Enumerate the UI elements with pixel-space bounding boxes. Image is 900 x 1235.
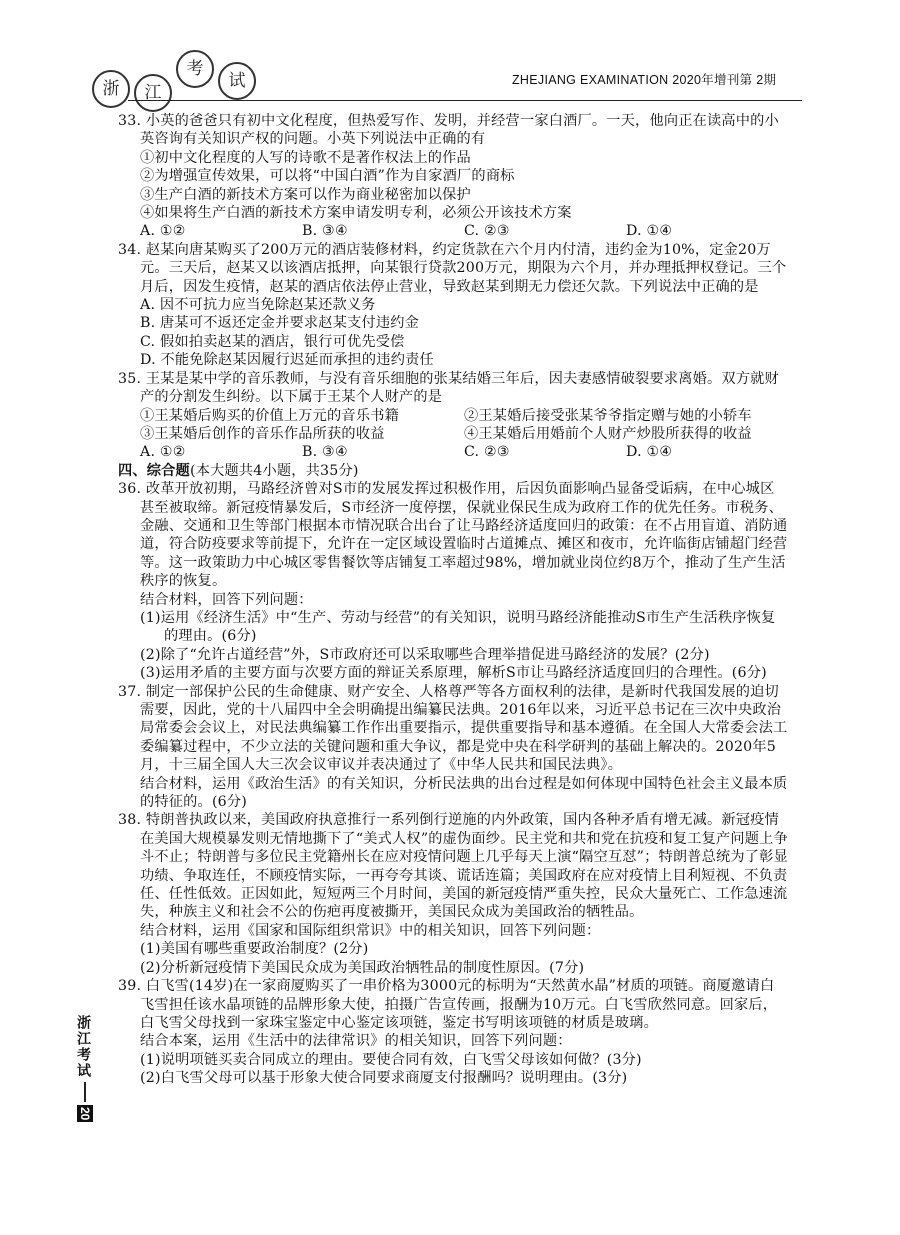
sub-question: (2)分析新冠疫情下美国民众成为美国政治牺牲品的制度性原因。(7分) [140, 959, 585, 976]
exam-content [118, 112, 788, 1088]
option-d: D. ①④ [626, 223, 673, 240]
option-c: C. ②③ [464, 444, 510, 461]
statement-item: ②王某婚后接受张某爷爷指定赠与她的小轿车 [464, 407, 752, 424]
statement-item: ④王某婚后用婚前个人财产炒股所获得的收益 [464, 425, 752, 442]
section-note: (本大题共4小题，共35分) [189, 462, 359, 479]
sub-question: (1)美国有哪些重要政治制度？(2分) [140, 941, 369, 958]
question-35 [118, 370, 788, 462]
option-a: A. ①② [140, 223, 186, 240]
question-stem: 35. 王某是某中学的音乐教师，与没有音乐细胞的张某结婚三年后，因夫妻感情破裂要求离婚。双方就财产的分割发生纠纷。以下属于王某个人财产的是 [118, 370, 779, 406]
question-33 [118, 112, 788, 241]
statement-item: ④如果将生产白酒的新技术方案申请发明专利，必须公开该技术方案 [140, 205, 572, 222]
question-38 [118, 811, 788, 977]
statement-row [118, 425, 788, 443]
statement-item: ①初中文化程度的人写的诗歌不是著作权法上的作品 [140, 149, 471, 166]
question-stem: 39. 白飞雪(14岁)在一家商厦购买了一串价格为3000元的标明为“天然黄水晶”材质的项链。商厦邀请白飞雪担任该水晶项链的品牌形象大使，拍摄广告宣传画，报酬为10万元。白飞雪欣然同意。回家后，白飞雪父母找到一家珠宝鉴定中心鉴定该项链，鉴定书写明该项链的材质是玻璃。 [118, 978, 778, 1031]
journal-title: ZHEJIANG EXAMINATION 2020年增刊第 2期 [512, 73, 777, 87]
option-b: B. 唐某可不返还定金并要求赵某支付违约金 [140, 315, 420, 332]
option-b: B. ③④ [302, 223, 348, 240]
sub-question: (2)白飞雪父母可以基于形象大使合同要求商厦支付报酬吗？说明理由。(3分) [140, 1070, 628, 1087]
option-b: B. ③④ [302, 444, 348, 461]
header-divider [128, 100, 802, 101]
sub-question: (3)运用矛盾的主要方面与次要方面的辩证关系原理，解析S市让马路经济适度回归的合理性。(6分) [140, 665, 767, 682]
side-divider [84, 1082, 86, 1102]
option-a: A. ①② [140, 444, 186, 461]
option-d: D. 不能免除赵某因履行迟延而承担的违约责任 [140, 352, 434, 369]
section-heading [118, 462, 788, 480]
statement-item: ③生产白酒的新技术方案可以作为商业秘密加以保护 [140, 186, 471, 203]
side-journal-name: 浙江考试 [76, 1015, 92, 1079]
option-a: A. 因不可抗力应当免除赵某还款义务 [140, 297, 376, 314]
answer-options [118, 222, 788, 240]
section-title: 四、综合题 [118, 462, 190, 479]
page-number: 20 [78, 1107, 92, 1121]
statement-item: ①王某婚后购买的价值上万元的音乐书籍 [140, 407, 399, 424]
question-34 [118, 241, 788, 370]
sub-question: (1)运用《经济生活》中“生产、劳动与经营”的有关知识，说明马路经济能推动S市生产生活秩序恢复的理由。(6分) [140, 609, 776, 645]
journal-logo [92, 48, 262, 108]
question-stem: 36. 改革开放初期，马路经济曾对S市的发展发挥过积极作用，后因负面影响凸显备受诟病，在中心城区甚至被取缔。新冠疫情暴发后，S市经济一度停摆，保就业保民生成为政府工作的优先任务。市税务、金融、交通和卫生等部门根据本市情况联合出台了让马路经济适度回归的政策：在不占用盲道、消防通道，符合防疫要求等前提下，允许在一定区域设置临时占道摊点、摊区和夜市，允许临街店铺超门经营等。这一政策助力中心城区零售餐饮等店铺复工率超过98%，增加就业岗位约8万个，推动了生产生活秩序的恢复。 [118, 481, 788, 590]
logo-char: 试 [218, 62, 256, 100]
question-39 [118, 977, 788, 1087]
side-label [74, 1015, 96, 1127]
logo-char: 考 [176, 50, 214, 88]
question-stem: 34. 赵某向唐某购买了200万元的酒店装修材料，约定货款在六个月内付清，违约金为10%，定金20万元。三天后，赵某又以该酒店抵押，向某银行贷款200万元，期限为六个月，并办理抵押权登记。三个月后，因发生疫情，赵某的酒店依法停止营业，导致赵某到期无力偿还欠款。下列说法中正确的是 [118, 241, 787, 295]
logo-char: 江 [134, 74, 172, 112]
question-stem: 37. 制定一部保护公民的生命健康、财产安全、人格尊严等各方面权利的法律，是新时代我国发展的迫切需要，因此，党的十八届四中全会明确提出编纂民法典。2016年以来，习近平总书记在三次中央政治局常委会会议上，对民法典编纂工作作出重要指示，提供重要指导和基本遵循。在全国人大常委会法工委编纂过程中，不少立法的关键问题和重大争议，都是党中央在科学研判的基础上解决的。2020年5月，十三届全国人大三次会议审议并表决通过了《中华人民共和国民法典》。 [118, 683, 788, 774]
option-d: D. ①④ [626, 444, 673, 461]
question-prompt: 结合材料，运用《国家和国际组织常识》中的相关知识，回答下列问题： [140, 922, 601, 939]
option-c: C. ②③ [464, 223, 510, 240]
sub-question: (2)除了“允许占道经营”外，S市政府还可以采取哪些合理举措促进马路经济的发展？(2分) [140, 646, 710, 663]
statement-item: ②为增强宣传效果，可以将“中国白酒”作为自家酒厂的商标 [140, 168, 515, 185]
question-prompt: 结合本案，运用《生活中的法律常识》的相关知识，回答下列问题： [140, 1033, 572, 1050]
statement-row [118, 407, 788, 425]
question-36 [118, 480, 788, 682]
question-prompt: 结合材料，运用《政治生活》的有关知识，分析民法典的出台过程是如何体现中国特色社会主义最本质的特征的。(6分) [140, 775, 788, 811]
question-prompt: 结合材料，回答下列问题： [140, 591, 313, 608]
answer-options [118, 443, 788, 461]
statement-item: ③王某婚后创作的音乐作品所获的收益 [140, 425, 385, 442]
question-stem: 33. 小英的爸爸只有初中文化程度，但热爱写作、发明，并经营一家白酒厂。一天，他向正在读高中的小英咨询有关知识产权的问题。小英下列说法中正确的有 [118, 113, 779, 148]
question-stem: 38. 特朗普执政以来，美国政府执意推行一系列倒行逆施的内外政策，国内各种矛盾有增无减。新冠疫情在美国大规模暴发则无情地撕下了“美式人权”的虚伪面纱。民主党和共和党在抗疫和复工复产问题上争斗不止；特朗普与多位民主党籍州长在应对疫情问题上几乎每天上演“隔空互怼”；特朗普总统为了彰显功绩、争取连任，不顾疫情实际，一再夸夸其谈、谎话连篇；美国政府在应对疫情上目利短视、不负责任、任性低效。正因如此，短短两三个月时间，美国的新冠疫情严重失控，民众大量死亡、工作急速流失，种族主义和社会不公的伤疤再度被撕开，美国民众成为美国政治的牺牲品。 [118, 812, 788, 921]
sub-question: (1)说明项链买卖合同成立的理由。要使合同有效，白飞雪父母该如何做？(3分) [140, 1051, 642, 1068]
question-37 [118, 683, 788, 812]
option-c: C. 假如拍卖赵某的酒店，银行可优先受偿 [140, 333, 405, 350]
logo-char: 浙 [92, 70, 130, 108]
